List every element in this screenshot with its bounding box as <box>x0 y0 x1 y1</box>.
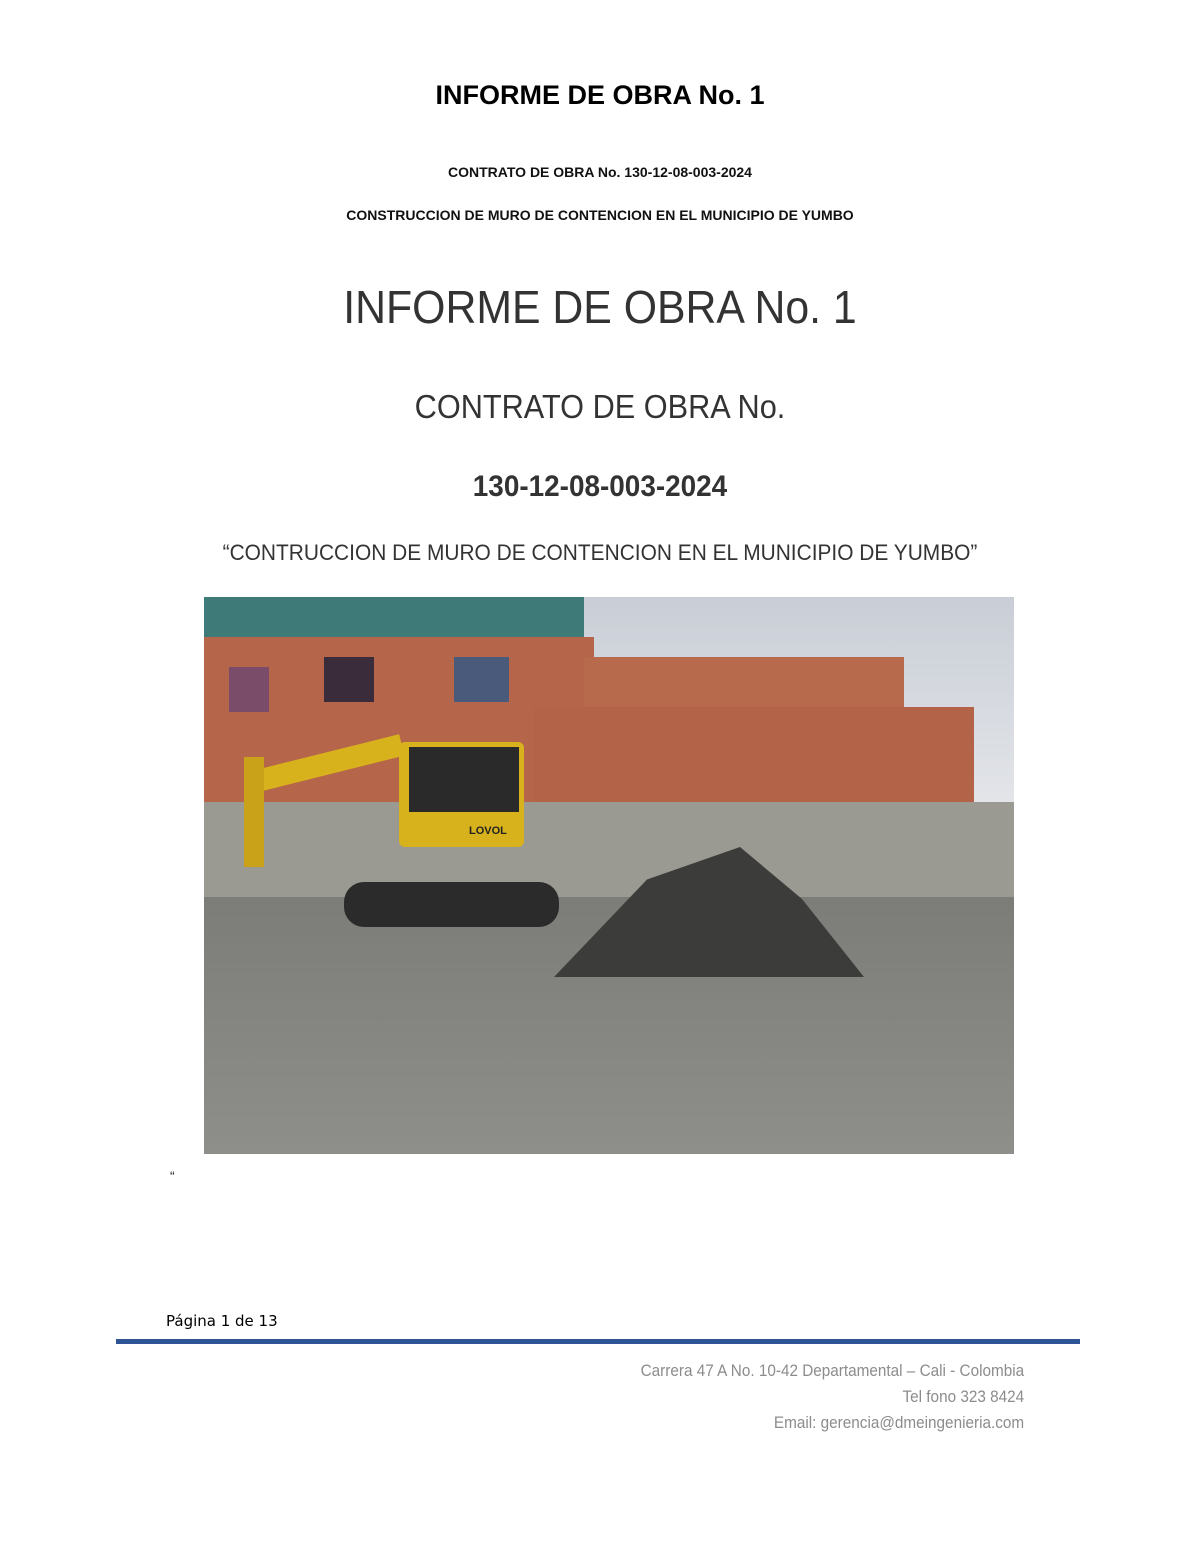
page-number: Página 1 de 13 <box>166 1312 278 1330</box>
footer-email: Email: gerencia@dmeingenieria.com <box>773 1413 1024 1432</box>
cover-project-quote: “CONTRUCCION DE MURO DE CONTENCION EN EL MUNICIPIO DE YUMBO” <box>222 540 978 565</box>
excavator-brand: LOVOL <box>469 825 507 837</box>
footer-phone: Tel fono 323 8424 <box>902 1387 1024 1406</box>
header-project: CONSTRUCCION DE MURO DE CONTENCION EN EL MUNICIPIO DE YUMBO <box>346 207 854 223</box>
footer-address: Carrera 47 A No. 10-42 Departamental – Cali - Colombia <box>640 1361 1024 1380</box>
footer-rule <box>116 1339 1080 1344</box>
footer-contact <box>640 1358 1024 1436</box>
stray-quote: “ <box>170 1168 175 1184</box>
cover-contract-label: CONTRATO DE OBRA No. <box>414 388 786 425</box>
cover-contract-number: 130-12-08-003-2024 <box>472 470 728 503</box>
header-contract: CONTRATO DE OBRA No. 130-12-08-003-2024 <box>448 164 752 180</box>
header-title: INFORME DE OBRA No. 1 <box>435 80 765 110</box>
construction-site-photo <box>204 597 1014 1154</box>
cover-title: INFORME DE OBRA No. 1 <box>343 281 857 333</box>
